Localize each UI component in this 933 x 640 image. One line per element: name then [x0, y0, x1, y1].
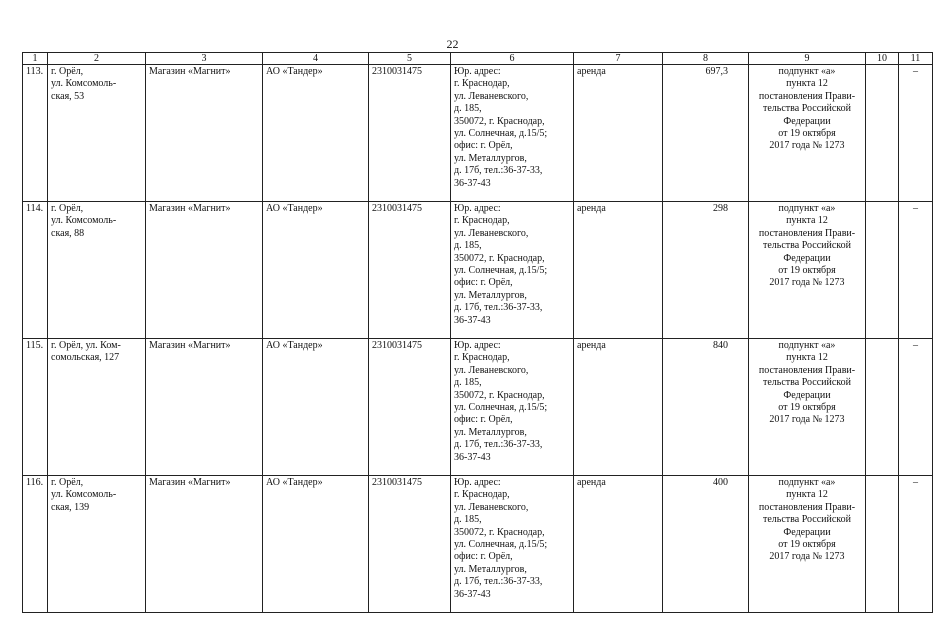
header-cell: 4 — [263, 53, 369, 65]
header-cell: 1 — [23, 53, 48, 65]
object-name-cell: Магазин «Магнит» — [146, 202, 263, 339]
header-cell: 10 — [866, 53, 899, 65]
header-cell: 11 — [899, 53, 933, 65]
document-cell: подпункт «а» пункта 12 постановления Прави- тельства Российской Федерации от 19 октября 2017 года № 1273 — [749, 476, 866, 613]
col11-cell: – — [899, 65, 933, 202]
address-cell: г. Орёл, ул. Комсомоль- ская, 139 — [48, 476, 146, 613]
col10-cell — [866, 476, 899, 613]
address-cell: г. Орёл, ул. Комсомоль- ская, 53 — [48, 65, 146, 202]
area-cell: 298 — [663, 202, 749, 339]
address-cell: г. Орёл, ул. Ком- сомольская, 127 — [48, 339, 146, 476]
owner-cell: АО «Тандер» — [263, 476, 369, 613]
inn-cell: 2310031475 — [369, 476, 451, 613]
owner-cell: АО «Тандер» — [263, 202, 369, 339]
area-cell: 400 — [663, 476, 749, 613]
owner-cell: АО «Тандер» — [263, 65, 369, 202]
registry-table — [22, 52, 933, 613]
table-row — [23, 476, 933, 613]
header-cell: 6 — [451, 53, 574, 65]
area-cell: 697,3 — [663, 65, 749, 202]
table-row — [23, 65, 933, 202]
document-cell: подпункт «а» пункта 12 постановления Прави- тельства Российской Федерации от 19 октября 2017 года № 1273 — [749, 202, 866, 339]
basis-cell: аренда — [574, 476, 663, 613]
row-number: 115. — [23, 339, 48, 476]
owner-cell: АО «Тандер» — [263, 339, 369, 476]
col10-cell — [866, 65, 899, 202]
legal-address-cell: Юр. адрес: г. Краснодар, ул. Леваневского, д. 185, 350072, г. Краснодар, ул. Солнечная, д.15/5; офис: г. Орёл, ул. Металлургов, д. 17б, тел.:36-37-33, 36-37-43 — [451, 476, 574, 613]
header-cell: 5 — [369, 53, 451, 65]
col11-cell: – — [899, 202, 933, 339]
table-row — [23, 202, 933, 339]
basis-cell: аренда — [574, 339, 663, 476]
document-cell: подпункт «а» пункта 12 постановления Прави- тельства Российской Федерации от 19 октября 2017 года № 1273 — [749, 339, 866, 476]
header-cell: 9 — [749, 53, 866, 65]
col11-cell: – — [899, 339, 933, 476]
document-cell: подпункт «а» пункта 12 постановления Прави- тельства Российской Федерации от 19 октября 2017 года № 1273 — [749, 65, 866, 202]
inn-cell: 2310031475 — [369, 202, 451, 339]
row-number: 114. — [23, 202, 48, 339]
col10-cell — [866, 339, 899, 476]
legal-address-cell: Юр. адрес: г. Краснодар, ул. Леваневского, д. 185, 350072, г. Краснодар, ул. Солнечная, д.15/5; офис: г. Орёл, ул. Металлургов, д. 17б, тел.:36-37-33, 36-37-43 — [451, 339, 574, 476]
object-name-cell: Магазин «Магнит» — [146, 65, 263, 202]
basis-cell: аренда — [574, 65, 663, 202]
header-cell: 2 — [48, 53, 146, 65]
table-row — [23, 339, 933, 476]
area-cell: 840 — [663, 339, 749, 476]
basis-cell: аренда — [574, 202, 663, 339]
object-name-cell: Магазин «Магнит» — [146, 476, 263, 613]
address-cell: г. Орёл, ул. Комсомоль- ская, 88 — [48, 202, 146, 339]
inn-cell: 2310031475 — [369, 339, 451, 476]
row-number: 113. — [23, 65, 48, 202]
header-cell: 7 — [574, 53, 663, 65]
legal-address-cell: Юр. адрес: г. Краснодар, ул. Леваневского, д. 185, 350072, г. Краснодар, ул. Солнечная, д.15/5; офис: г. Орёл, ул. Металлургов, д. 17б, тел.:36-37-33, 36-37-43 — [451, 65, 574, 202]
object-name-cell: Магазин «Магнит» — [146, 339, 263, 476]
header-cell: 3 — [146, 53, 263, 65]
page-number: 22 — [446, 37, 459, 51]
header-row — [23, 53, 933, 65]
header-cell: 8 — [663, 53, 749, 65]
row-number: 116. — [23, 476, 48, 613]
inn-cell: 2310031475 — [369, 65, 451, 202]
legal-address-cell: Юр. адрес: г. Краснодар, ул. Леваневского, д. 185, 350072, г. Краснодар, ул. Солнечная, д.15/5; офис: г. Орёл, ул. Металлургов, д. 17б, тел.:36-37-33, 36-37-43 — [451, 202, 574, 339]
col11-cell: – — [899, 476, 933, 613]
col10-cell — [866, 202, 899, 339]
